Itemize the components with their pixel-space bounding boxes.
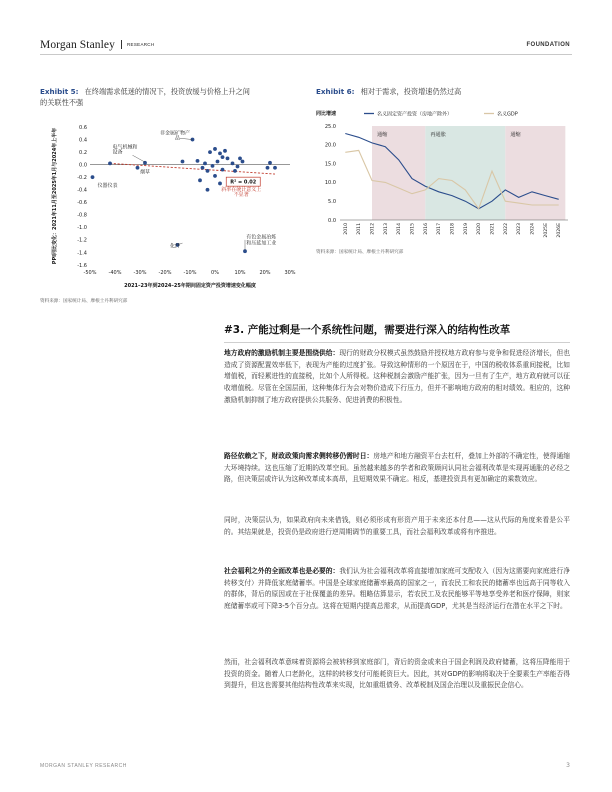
- scatter-point: [233, 169, 237, 173]
- y-tick-label: 15.0: [324, 161, 336, 168]
- scatter-point: [241, 160, 245, 164]
- scatter-point: [268, 161, 272, 165]
- x-tick-label: 2012: [370, 223, 376, 235]
- paragraph-5: [224, 657, 570, 692]
- scatter-point: [213, 174, 217, 178]
- x-tick-label: 2023: [517, 223, 523, 235]
- trend-line: [110, 163, 275, 174]
- exhibit5-title-line2: 的关联性不强: [40, 98, 84, 107]
- x-tick-label: -50%: [83, 270, 97, 276]
- y-tick-label: -0.8: [77, 212, 87, 219]
- y-axis-label: 同比增速: [316, 111, 337, 117]
- paragraph-3: [224, 515, 570, 538]
- regime-band: [372, 126, 425, 220]
- scatter-point: [231, 161, 235, 165]
- scatter-point: [226, 156, 230, 160]
- y-tick-label: -1.2: [77, 237, 87, 244]
- brand-sub: RESEARCH: [126, 42, 155, 47]
- exhibit5-title-line1: 在终端需求低迷的情况下，投资放缓与价格上升之间: [84, 87, 250, 96]
- annotation-label: 和压延加工业: [246, 240, 277, 247]
- scatter-point: [201, 166, 205, 170]
- annotation-label: 化纤: [170, 243, 181, 250]
- scatter-point: [181, 160, 185, 164]
- y-tick-label: 0.6: [79, 124, 87, 131]
- y-tick-label: -0.2: [77, 174, 87, 181]
- y-tick-label: -0.6: [77, 200, 87, 207]
- page-number: 3: [566, 762, 570, 769]
- scatter-point: [223, 149, 227, 153]
- x-tick-label: 20%: [259, 270, 271, 276]
- paragraph-4: [224, 566, 570, 613]
- exhibit5-source: 资料来源：国家统计局、摩根士丹利研究部: [40, 299, 128, 304]
- scatter-point: [221, 155, 225, 159]
- scatter-point: [206, 188, 210, 192]
- y-tick-label: 10.0: [324, 180, 336, 187]
- regime-label: 再通胀: [430, 132, 446, 138]
- annotation-leader: [133, 155, 146, 162]
- exhibit6-title: [316, 86, 572, 97]
- x-tick-label: 2021: [490, 223, 496, 235]
- brand-name: Morgan Stanley: [40, 39, 115, 51]
- scatter-point: [108, 161, 112, 165]
- x-tick-label: 2017: [437, 223, 443, 235]
- paragraph-1-text: 现行的财政分权模式虽然鼓励并授权地方政府参与竞争和促进经济增长，但也造成了资源配置效率低下，表现为产能的过度扩张。导致这种情形的一个原因在于，中国的税收体系重间接税，比如增值税，而轻累进性的直接税，比如个人所得税。这种税制会激励产能扩张，因为一旦有了生产，地方政府就可以征收增值税。尽管在全国层面，这种集体行为会对物价造成下行压力，但并不影响地方政府的相对绩效。相应的，这种激励机制抑制了地方政府提供公共服务、促进消费的积极性。: [224, 349, 570, 404]
- x-axis-label: 2021–23年到2024–25年期间固定资产投资增速变化幅度: [124, 283, 256, 289]
- x-tick-label: 0%: [211, 270, 219, 276]
- y-tick-label: 20.0: [324, 142, 336, 149]
- x-tick-label: -20%: [158, 270, 172, 276]
- scatter-point: [273, 166, 277, 170]
- section-rule: [224, 342, 570, 343]
- paragraph-2-text: 房地产和地方融资平台去杠杆，叠加上外部的不确定性，使得通缩大环境持续。这也压缩了近期的改革空间。虽然越来越多的学者和政策顾问认同社会福利改革是实现再通胀的必经之路，但决策层或许认为这种改革成本高昂，且短期效果不确定。相反，基建投资具有更加确定的乘数效应。: [224, 452, 570, 484]
- annotation-label: 烟草: [140, 169, 151, 176]
- x-tick-label: 30%: [284, 270, 296, 276]
- annotation-label: 品: [175, 135, 181, 142]
- paragraph-4-text: 我们认为社会福利改革将直接增加家庭可支配收入（因为这需要向家庭进行净转移支付）并降低家庭储蓄率。中国是全球家庭储蓄率最高的国家之一，而农民工和农民的储蓄率也远高于同等收入的群体，背后的原因或在于社保覆盖的差异。粗略估算显示，若农民工及农民能够平等地享受养老和医疗保障，则家庭储蓄率或可下降3-5个百分点。这将在短期内提高总需求，从而提高GDP，尤其是当经济运行在潜在水平之下时。: [224, 567, 570, 611]
- scatter-point: [266, 166, 270, 170]
- paragraph-5-text: 然而，社会福利改革意味着资源将会被转移到家庭部门，背后的资金或来自于国企利润及政府储蓄，这将压降能用于投资的资金。随着人口老龄化，这样的转移支付可能耗资巨大。因此，其对GDP的影响将取决于全要素生产率能否得到提升，但这也需要其他结构性改革来实现，比如重组债务、改革税制及国企治理以及重振民企信心。: [224, 658, 570, 690]
- scatter-point: [136, 166, 140, 170]
- exhibit5-label: Exhibit 5:: [40, 87, 79, 96]
- x-tick-label: 2014: [397, 223, 403, 235]
- regime-label: 通缩: [377, 132, 388, 138]
- series-label: FOUNDATION: [526, 42, 570, 48]
- y-tick-label: 0.0: [328, 217, 336, 224]
- scatter-point: [236, 165, 240, 169]
- scatter-point: [91, 175, 95, 179]
- annotation-label: 设备: [112, 149, 123, 156]
- scatter-point: [218, 182, 222, 186]
- annotation-leader: [180, 138, 193, 139]
- exhibit5-scatter-chart: [40, 115, 302, 297]
- header-rule: [40, 54, 572, 55]
- x-tick-label: -40%: [108, 270, 122, 276]
- y-tick-label: -0.4: [77, 187, 87, 194]
- annotation-label: 斜率在统计意义上: [221, 186, 262, 193]
- x-tick-label: 2024: [530, 223, 536, 235]
- y-axis-label: PPI同比变化：2021年11月至2025年1月与2024年上半年: [52, 127, 58, 265]
- scatter-point: [211, 164, 215, 168]
- paragraph-1: [224, 348, 570, 407]
- scatter-point: [213, 147, 217, 151]
- exhibit6-line-chart: [316, 106, 572, 250]
- annotation-label: 电气机械和: [112, 144, 138, 151]
- x-tick-label: 2016: [423, 223, 429, 235]
- regime-label: 通缩: [510, 132, 521, 138]
- scatter-point: [221, 168, 225, 172]
- paragraph-2-lead: 路径依赖之下，财政政策向需求侧转移仍需时日：: [224, 452, 374, 460]
- regime-band: [505, 126, 565, 220]
- scatter-point: [218, 151, 222, 155]
- y-tick-label: 0.4: [79, 137, 87, 144]
- scatter-point: [238, 156, 242, 160]
- paragraph-1-lead: 地方政府的激励机制主要是围绕供给：: [224, 349, 340, 357]
- x-tick-label: 2010: [343, 223, 349, 235]
- x-tick-label: 10%: [234, 270, 246, 276]
- y-tick-label: 0.2: [79, 149, 87, 156]
- footer-brand: MORGAN STANLEY RESEARCH: [40, 763, 127, 769]
- legend-label: 名义固定资产投资（房地产除外）: [377, 111, 453, 118]
- annotation-label: 仪器仪表: [97, 183, 118, 190]
- exhibit5-title: [40, 86, 302, 108]
- y-tick-label: -1.6: [77, 262, 87, 269]
- scatter-point: [203, 161, 207, 165]
- paragraph-3-text: 同时，决策层认为，如果政府向未来借钱，则必须形成有形资产用于未来还本付息——这从代际的角度来看是公平的。其结果就是，投资仍是政府进行逆周期调节的重要工具，而社会福利改革或将有序推进。: [224, 516, 570, 536]
- x-tick-label: 2026E: [557, 223, 563, 238]
- annotation-label: 不显著: [233, 192, 249, 198]
- y-tick-label: -1.4: [77, 250, 87, 257]
- x-tick-label: 2013: [383, 223, 389, 235]
- scatter-point: [216, 160, 220, 164]
- annotation-label: 非金属矿物产: [160, 130, 191, 137]
- brand-logo: [40, 39, 154, 51]
- exhibit6-label: Exhibit 6:: [316, 87, 355, 96]
- x-tick-label: 2019: [463, 223, 469, 235]
- x-tick-label: -30%: [133, 270, 147, 276]
- x-tick-label: 2022: [503, 223, 509, 235]
- x-tick-label: 2011: [357, 223, 363, 235]
- scatter-point: [196, 159, 200, 163]
- x-tick-label: 2018: [450, 223, 456, 235]
- paragraph-2: [224, 451, 570, 486]
- r-squared-label: R² = 0.02: [230, 179, 257, 186]
- y-tick-label: 25.0: [324, 123, 336, 130]
- x-tick-label: -10%: [183, 270, 197, 276]
- x-tick-label: 2015: [410, 223, 416, 235]
- exhibit6-source: 资料来源：国家统计局、摩根士丹利研究部: [316, 250, 404, 255]
- y-tick-label: 0.0: [79, 162, 87, 169]
- section-title: #3. 产能过剩是一个系统性问题，需要进行深入的结构性改革: [224, 324, 511, 336]
- exhibit6-title-text: 相对于需求，投资增速仍然过高: [360, 87, 462, 96]
- legend-label: 名义GDP: [497, 111, 518, 118]
- annotation-label: 有色金属冶炼: [246, 234, 277, 241]
- brand-divider: [121, 40, 122, 49]
- y-tick-label: -1.0: [77, 225, 87, 232]
- paragraph-4-lead: 社会福利之外的全面改革也是必要的：: [224, 567, 340, 575]
- scatter-point: [206, 169, 210, 173]
- x-tick-label: 2020: [477, 223, 483, 235]
- scatter-point: [208, 150, 212, 154]
- y-tick-label: 5.0: [328, 199, 336, 205]
- x-tick-label: 2025E: [543, 223, 549, 238]
- scatter-point: [198, 178, 202, 182]
